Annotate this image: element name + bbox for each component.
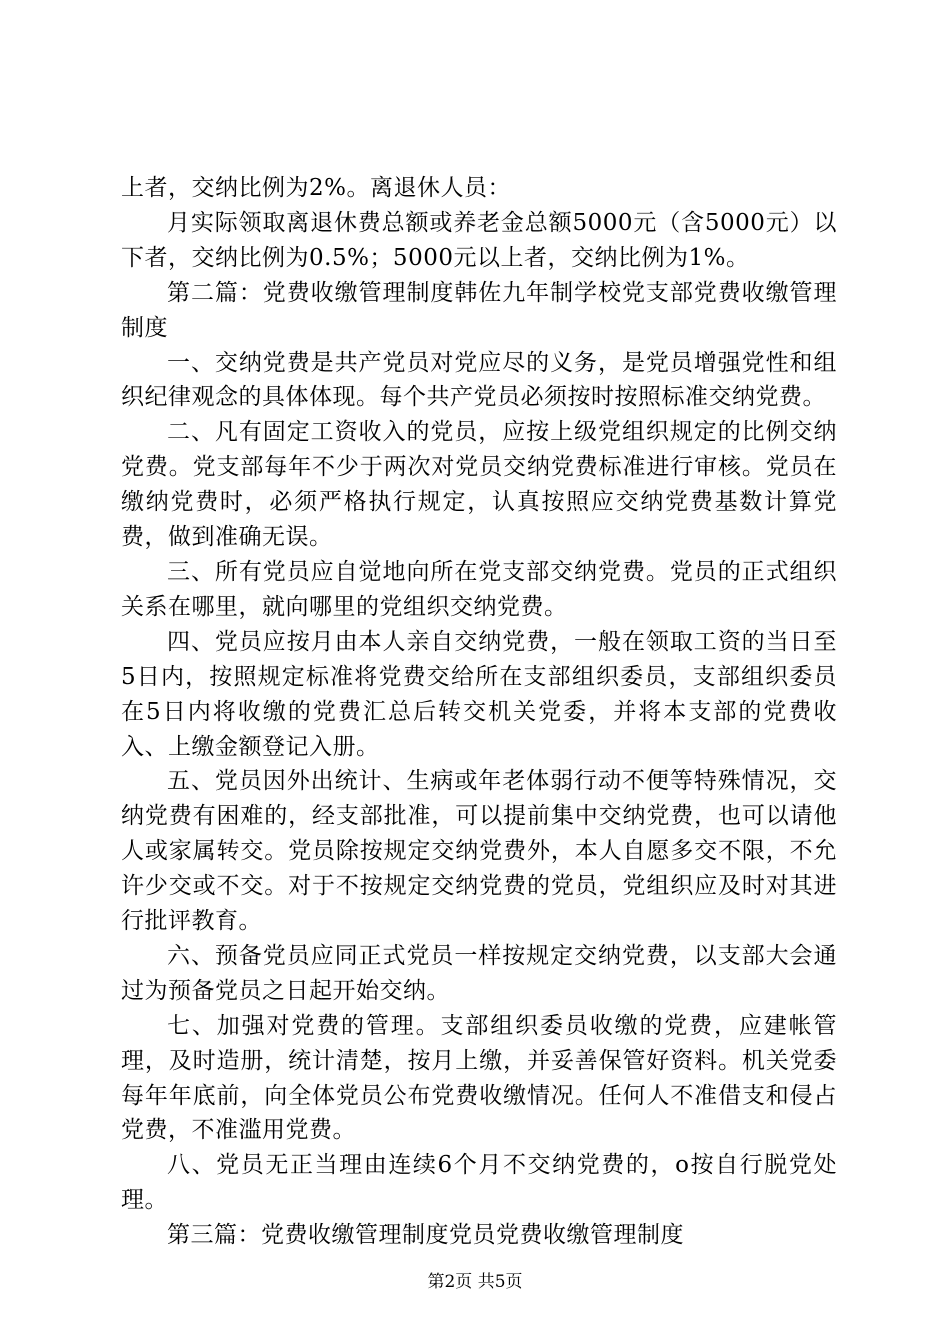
paragraph-item-1: 一、交纳党费是共产党员对党应尽的义务，是党员增强党性和组织纪律观念的具体体现。每个共产党员必须按时按照标准交纳党费。 (121, 349, 837, 411)
paragraph-item-7: 七、加强对党费的管理。支部组织委员收缴的党费，应建帐管理，及时造册，统计清楚，按月上缴，并妥善保管好资料。机关党委每年年底前，向全体党员公布党费收缴情况。任何人不准借支和侵占党费，不准滥用党费。 (121, 1012, 837, 1144)
paragraph-item-4: 四、党员应按月由本人亲自交纳党费，一般在领取工资的当日至5日内，按照规定标准将党费交给所在支部组织委员，支部组织委员在5日内将收缴的党费汇总后转交机关党委，并将本支部的党费收入、上缴金额登记入册。 (121, 628, 837, 760)
paragraph-item-2: 二、凡有固定工资收入的党员，应按上级党组织规定的比例交纳党费。党支部每年不少于两次对党员交纳党费标准进行审核。党员在缴纳党费时，必须严格执行规定，认真按照应交纳党费基数计算党费，做到准确无误。 (121, 419, 837, 551)
paragraph-retiree-rates: 月实际领取离退休费总额或养老金总额5000元（含5000元）以下者，交纳比例为0.5%；5000元以上者，交纳比例为1%。 (121, 209, 837, 271)
paragraph-item-5: 五、党员因外出统计、生病或年老体弱行动不便等特殊情况，交纳党费有困难的，经支部批准，可以提前集中交纳党费，也可以请他人或家属转交。党员除按规定交纳党费外，本人自愿多交不限，不允许少交或不交。对于不按规定交纳党费的党员，党组织应及时对其进行批评教育。 (121, 768, 837, 935)
paragraph-item-8: 八、党员无正当理由连续6个月不交纳党费的，o按自行脱党处理。 (121, 1152, 837, 1214)
page-number-footer: 第2页 共5页 (427, 1272, 523, 1292)
section-heading-part-two: 第二篇：党费收缴管理制度韩佐九年制学校党支部党费收缴管理制度 (121, 279, 837, 341)
paragraph-item-6: 六、预备党员应同正式党员一样按规定交纳党费，以支部大会通过为预备党员之日起开始交纳。 (121, 942, 837, 1004)
section-heading-part-three: 第三篇：党费收缴管理制度党员党费收缴管理制度 (167, 1222, 684, 1249)
paragraph-continuation: 上者，交纳比例为2%。离退休人员： (121, 175, 511, 201)
document-body (121, 171, 837, 1253)
paragraph-item-3: 三、所有党员应自觉地向所在党支部交纳党费。党员的正式组织关系在哪里，就向哪里的党组织交纳党费。 (121, 558, 837, 620)
